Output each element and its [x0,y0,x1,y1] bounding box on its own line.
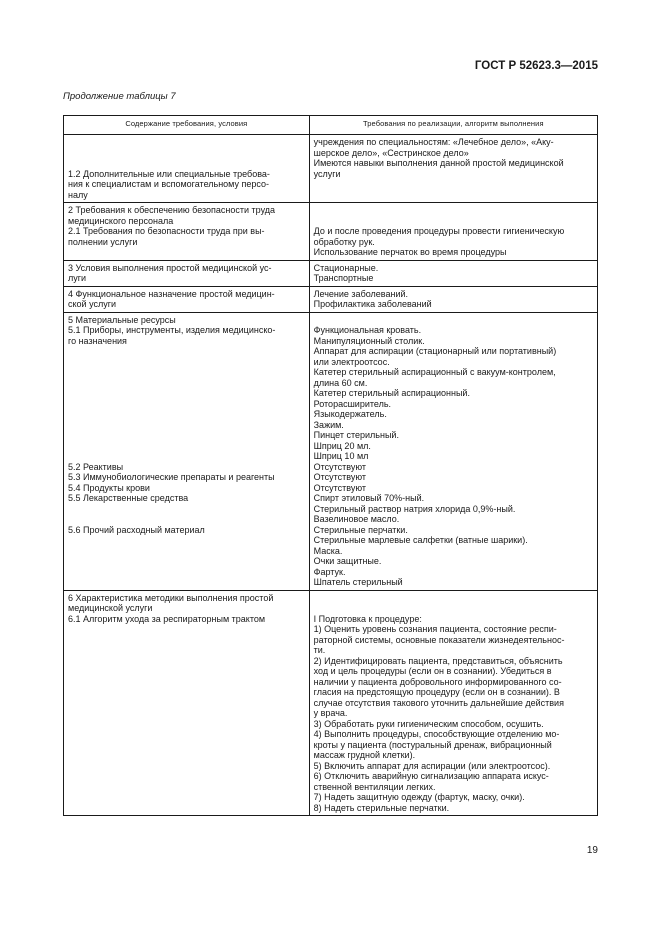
cell-line: Вазелиновое масло. [313,514,400,524]
cell-line: 6) Отключить аварийную сигнализацию аппарата искус- [313,771,549,781]
cell-line: Шприц 10 мл [313,451,369,461]
cell-line: Имеются навыки выполнения данной простой медицинской [313,158,564,168]
cell-line: Лечение заболеваний. [313,288,408,299]
cell-line: шерское дело», «Сестринское дело» [313,147,469,158]
cell-line: Фартук. [313,566,346,577]
cell-line [68,388,305,399]
requirement-cell [64,286,310,312]
cell-line: Стерильные марлевые салфетки (ватные шарики). [313,535,528,545]
cell-line: Стерильный раствор натрия хлорида 0,9%-ный. [313,503,516,514]
table-row [64,590,598,816]
cell-line: До и после проведения процедуры провести гигиеническую [313,226,565,236]
cell-line: Функциональная кровать. [313,325,422,335]
cell-line: полнении услуги [68,236,138,247]
cell-line: Стационарные. [313,262,379,273]
cell-line: случае отсутствия такового уточнить дальнейшие действия [313,697,564,708]
requirement-cell [64,203,310,261]
cell-line: 5.1 Приборы, инструменты, изделия медицинско- [68,325,276,335]
cell-line: 5) Включить аппарат для аспирации (или электроотсос). [313,760,551,771]
cell-line: 7) Надеть защитную одежду (фартук, маску, очки). [313,792,525,802]
cell-line: Отсутствуют [313,461,367,472]
cell-line: Роторасширитель. [313,398,392,409]
cell-line: налу [68,189,88,200]
cell-line: Манипуляционный столик. [313,335,425,346]
cell-line [68,420,305,431]
cell-line [314,593,593,604]
page-number: 19 [586,845,598,856]
column-header-conditions: Содержание требования, условия [64,116,310,135]
cell-line: 5.4 Продукты крови [68,482,150,493]
cell-line: 2 Требования к обеспечению безопасности труда [68,205,276,215]
cell-line: Очки защитные. [313,556,382,566]
cell-line: 4 Функциональное назначение простой медицин- [68,288,275,299]
cell-line [68,148,305,159]
cell-line [68,137,305,148]
cell-line [314,603,593,614]
column-header-algorithm: Требования по реализации, алгоритм выполнения [309,116,597,135]
cell-line: 1) Оценить уровень сознания пациента, состояние респи- [313,624,557,634]
cell-line: Пинцет стерильный. [313,430,399,440]
cell-line: учреждения по специальностям: «Лечебное дело», «Аку- [313,137,554,147]
cell-line: луги [68,273,87,283]
cell-line: ти. [313,645,326,655]
cell-line [314,216,593,227]
cell-line: 3) Обработать руки гигиеническим способом, осушить. [313,718,544,729]
table-row [64,286,598,312]
cell-line [68,378,305,389]
cell-line: Отсутствуют [313,482,367,493]
requirement-cell [64,312,310,590]
cell-line [68,514,305,525]
cell-line: I Подготовка к процедуре: [313,613,422,624]
implementation-cell [309,312,597,590]
table-caption: Продолжение таблицы 7 [63,91,176,102]
cell-line: Катетер стерильный аспирационный с вакуум-контролем, [313,367,556,377]
cell-line: Транспортные [313,273,374,283]
cell-line [68,367,305,378]
cell-line: Аппарат для аспирации (стационарный или портативный) [313,346,557,356]
table-header-row [64,116,598,135]
cell-line: 5.5 Лекарственные средства [68,493,189,503]
cell-line: гласия на предстоящую процедуру (если он в сознании). В [313,687,560,697]
table-row [64,312,598,590]
cell-line: Спирт этиловый 70%-ный. [313,493,425,503]
cell-line: раторной системы, основные показатели жизнедеятельнос- [313,634,565,645]
cell-line [68,441,305,452]
requirements-table [63,115,598,816]
cell-line: Языкодержатель. [313,409,387,419]
cell-line [314,205,593,216]
standard-code: ГОСТ Р 52623.3—2015 [474,60,598,72]
cell-line: услуги [313,168,341,179]
cell-line: Маска. [313,545,343,556]
cell-line: ственной вентиляции легких. [313,781,436,792]
cell-line: медицинской услуги [68,603,153,613]
cell-line: 1.2 Дополнительные или специальные требова- [68,168,270,179]
cell-line: наличии у пациента добровольного информированного со- [313,676,562,687]
cell-line: Шпатель стерильный [313,577,403,587]
cell-line: ход и цель процедуры (если он в сознании). Убедиться в [313,666,552,676]
cell-line [68,399,305,410]
table-row [64,135,598,203]
cell-line: 6 Характеристика методики выполнения простой [68,592,274,603]
implementation-cell [309,286,597,312]
cell-line: у врача. [313,708,348,718]
cell-line [68,430,305,441]
requirement-cell [64,260,310,286]
cell-line [68,409,305,420]
cell-line: 5.3 Иммунобиологические препараты и реагенты [68,472,275,482]
implementation-cell [309,260,597,286]
cell-line: ния к специалистам и вспомогательному персо- [68,179,269,189]
cell-line: Зажим. [313,419,344,430]
cell-line: 8) Надеть стерильные перчатки. [313,802,450,813]
cell-line: обработку рук. [313,236,375,247]
cell-line: го назначения [68,335,127,346]
table-row [64,203,598,261]
cell-line: Использование перчаток во время процедуры [313,247,507,257]
cell-line: Катетер стерильный аспирационный. [313,388,470,398]
cell-line [68,346,305,357]
cell-line: Отсутствуют [313,472,367,482]
cell-line: медицинского персонала [68,215,174,226]
cell-line [68,357,305,368]
cell-line: Шприц 20 мл. [313,440,371,451]
cell-line: Стерильные перчатки. [313,524,408,535]
cell-line: 5 Материальные ресурсы [68,314,176,325]
cell-line: кроты у пациента (постуральный дренаж, вибрационный [313,739,552,750]
implementation-cell [309,590,597,816]
cell-line [68,504,305,515]
cell-line [314,315,593,326]
cell-line: длина 60 см. [313,377,368,388]
cell-line: 6.1 Алгоритм ухода за респираторным трактом [68,613,266,624]
cell-line: 3 Условия выполнения простой медицинской ус- [68,262,272,273]
cell-line: 2.1 Требования по безопасности труда при вы- [68,226,265,236]
requirement-cell [64,135,310,203]
implementation-cell [309,203,597,261]
cell-line [68,451,305,462]
cell-line: массаж грудной клетки). [313,750,416,760]
cell-line [68,158,305,169]
cell-line: или электроотсос. [313,356,390,367]
requirement-cell [64,590,310,816]
implementation-cell [309,135,597,203]
cell-line: ской услуги [68,299,117,309]
cell-line: 4) Выполнить процедуры, способствующие отделению мо- [313,729,560,739]
cell-line: 5.2 Реактивы [68,461,124,472]
cell-line: Профилактика заболеваний [313,299,432,309]
cell-line: 2) Идентифицировать пациента, представиться, объяснить [313,655,563,666]
cell-line: 5.6 Прочий расходный материал [68,524,205,535]
table-row [64,260,598,286]
